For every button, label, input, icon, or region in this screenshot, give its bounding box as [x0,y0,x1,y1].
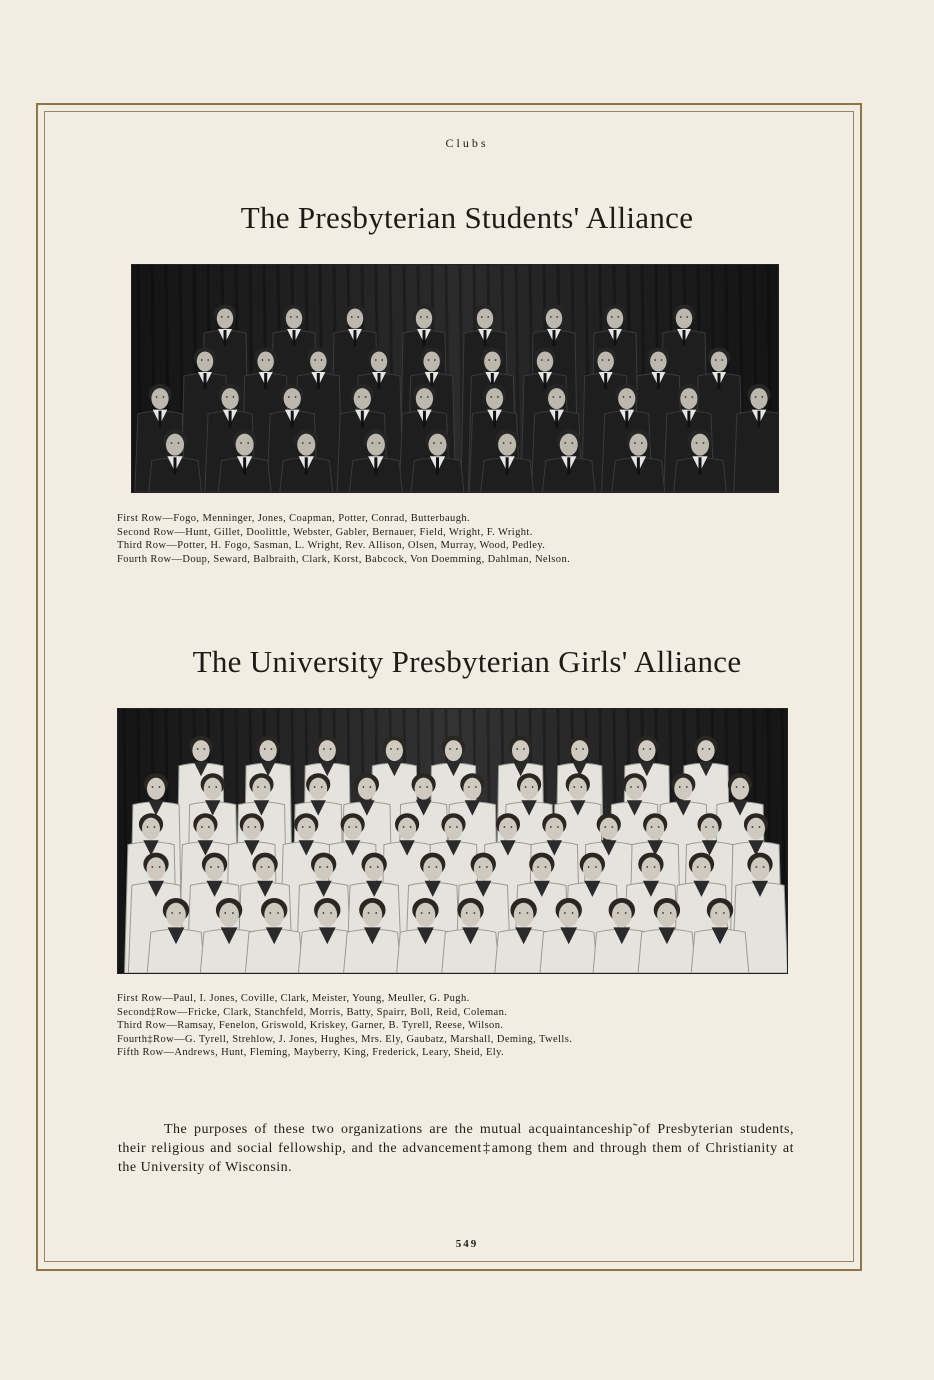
caption-row: Fifth Row—Andrews, Hunt, Fleming, Mayberry, King, Frederick, Leary, Sheid, Ely. [117,1047,505,1058]
page-number: 549 [455,1238,479,1250]
section1-caption [117,512,570,566]
caption-row: First Row—Fogo, Menninger, Jones, Coapman, Potter, Conrad, Butterbaugh. [117,513,471,524]
caption-row: Second Row—Hunt, Gillet, Doolittle, Webster, Gabler, Bernauer, Field, Wright, F. Wright. [117,526,533,538]
caption-row: Second‡Row—Fricke, Clark, Stanchfeld, Morris, Batty, Spairr, Boll, Reid, Coleman. [117,1006,508,1018]
group-photo-men [131,264,779,493]
caption-row: Fourth Row—Doup, Seward, Balbraith, Clark, Korst, Babcock, Von Doemming, Dahlman, Nelson. [117,553,571,565]
caption-row: Third Row—Ramsay, Fenelon, Griswold, Kriskey, Garner, B. Tyrell, Reese, Wilson. [117,1020,504,1031]
caption-row: Third Row—Potter, H. Fogo, Sasman, L. Wright, Rev. Allison, Olsen, Murray, Wood, Pedley. [117,540,546,551]
section2-title: The University Presbyterian Girls' Alliance [192,644,742,679]
group-photo-women [117,708,788,974]
body-paragraph [118,1120,794,1177]
caption-row: First Row—Paul, I. Jones, Coville, Clark, Meister, Young, Meuller, G. Pugh. [117,993,470,1004]
section1-title: The Presbyterian Students' Alliance [240,200,694,235]
paragraph-text: The purposes of these two organizations are the mutual acquaintanceship˜of Presbyterian students, their religious and social fellowship, and the advancement‡among them and through them of Christianity at the University of Wisconsin. [118,1122,794,1175]
section2-caption [117,992,572,1060]
caption-row: Fourth‡Row—G. Tyrell, Strehlow, J. Jones, Hughes, Mrs. Ely, Gaubatz, Marshall, Deming, Twells. [117,1033,573,1045]
running-header: Clubs [445,136,489,150]
